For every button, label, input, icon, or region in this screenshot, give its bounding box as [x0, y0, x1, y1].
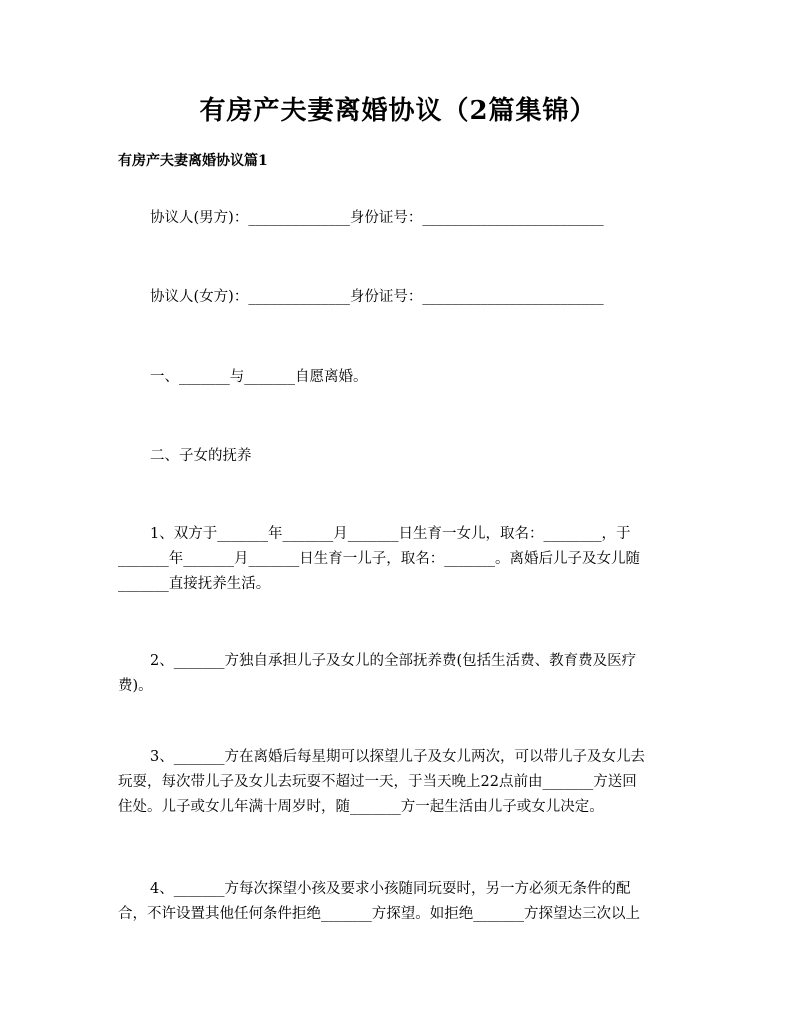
item-two-paragraph: [118, 649, 684, 699]
clause-two-heading: 二、子女的抚养: [150, 448, 252, 464]
party-male-line: 协议人(男方)：______________身份证号：_________________________: [150, 210, 604, 226]
item-one-paragraph: [118, 522, 684, 597]
section-heading: 有房产夫妻离婚协议篇1: [118, 153, 268, 169]
item-two-line: 2、_______方独自承担儿子及女儿的全部抚养费(包括生活费、教育费及医疗: [150, 653, 637, 669]
item-one-line: 1、双方于_______年_______月_______日生育一女儿，取名：________，于: [150, 526, 631, 542]
clause-one: 一、_______与_______自愿离婚。: [150, 369, 368, 385]
item-one-line: _______直接抚养生活。: [118, 576, 271, 592]
item-four-line: 合，不许设置其他任何条件拒绝_______方探望。如拒绝_______方探望达三次以上: [118, 906, 640, 922]
item-three-paragraph: [118, 745, 684, 820]
party-female-line: 协议人(女方)：______________身份证号：_________________________: [150, 289, 604, 305]
item-two-line: 费)。: [118, 678, 153, 694]
item-three-line: 住处。儿子或女儿年满十周岁时，随_______方一起生活由儿子或女儿决定。: [118, 799, 604, 815]
item-one-line: _______年_______月_______日生育一儿子，取名：_______。离婚后儿子及女儿随: [118, 551, 640, 567]
item-four-line: 4、_______方每次探望小孩及要求小孩随同玩耍时，另一方必须无条件的配: [150, 881, 631, 897]
document-title: 有房产夫妻离婚协议（2篇集锦）: [199, 96, 597, 126]
item-three-line: 3、_______方在离婚后每星期可以探望儿子及女儿两次，可以带儿子及女儿去: [150, 749, 645, 765]
item-three-line: 玩耍，每次带儿子及女儿去玩耍不超过一天，于当天晚上22点前由_______方送回: [118, 774, 637, 790]
item-four-paragraph: [118, 877, 684, 927]
